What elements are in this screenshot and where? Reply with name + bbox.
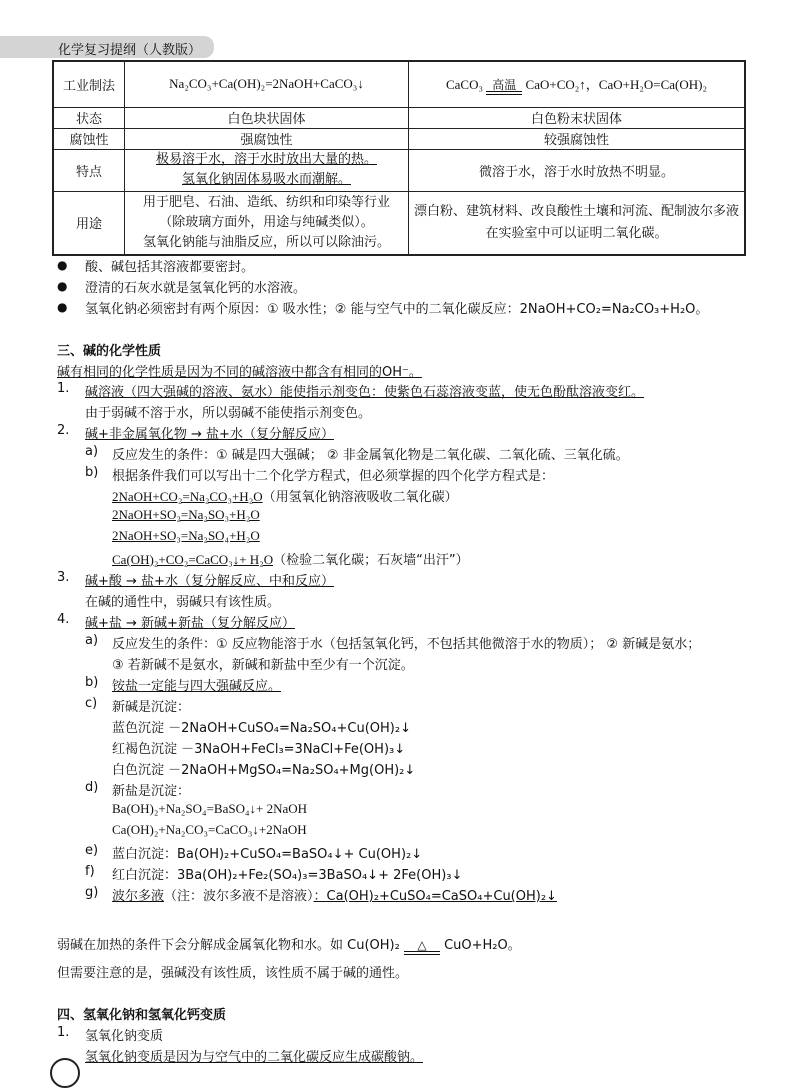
section-title: 三、碱的化学性质 [57,344,162,359]
item-text: 氢氧化钠变质是因为与空气中的二氧化碳反应生成碳酸钠。 [85,1050,424,1065]
page-header-tab [0,36,214,58]
sub-label: e) [85,843,99,858]
bullet-text: 氢氧化钠必须密封有两个原因：① 吸水性；② 能与空气中的二氧化碳反应：2NaOH+CO₂=Na₂CO₃+H₂O。 [85,302,709,317]
table-cell: 强腐蚀性 [125,128,409,149]
item-text: 铵盐一定能与四大强碱反应。 [112,679,282,694]
page-number-badge [50,1058,80,1088]
table-cell: 白色粉末状固体 [409,107,746,128]
text-part: （注：波尔多液不是溶液） [164,889,314,904]
table-cell: 白色块状固体 [125,107,409,128]
item-text: 新盐是沉淀： [112,784,191,799]
table-row [53,149,745,191]
sub-label: b) [85,675,99,690]
row-label: 工业制法 [53,61,125,107]
item-text: 碱+非金属氧化物 → 盐+水（复分解反应） [85,427,334,442]
text-part: CuO+H₂O。 [444,938,521,953]
item-text: 反应发生的条件：① 反应物能溶于水（包括氢氧化钙，不包括其他微溶于水的物质）； ② 新碱是氨水； [112,637,701,652]
table-row [53,61,745,107]
paragraph: 但需要注意的是，强碱没有该性质，该性质不属于碱的通性。 [57,966,409,981]
cell-line: 氢氧化钠能与油脂反应，所以可以除油污。 [142,234,390,250]
item-number: 1. [57,381,70,396]
item-text: 新碱是沉淀： [112,700,191,715]
table-cell [409,191,746,255]
cell-line: 漂白粉、建筑材料、改良酸性土壤和河流、配制波尔多液 [413,203,739,219]
equation-note: （检验二氧化碳；石灰墙“出汗”） [273,553,469,568]
table-cell [125,149,409,191]
item-text: 碱溶液（四大强碱的溶液、氨水）能使指示剂变色：使紫色石蕊溶液变蓝，使无色酚酞溶液变红。 [85,385,645,400]
item-text [112,885,557,904]
row-label: 腐蚀性 [53,128,125,149]
row-label: 用途 [53,191,125,255]
bullet-text: 澄清的石灰水就是氢氧化钙的水溶液。 [85,281,307,296]
table-row [53,107,745,128]
equation: Ba(OH)₂+Na₂SO₄=BaSO₄↓+ 2NaOH [112,801,308,816]
item-text: 红白沉淀：3Ba(OH)₂+Fe₂(SO₄)₃=3BaSO₄↓+ 2Fe(OH)₃↓ [112,868,463,883]
item-number: 4. [57,612,70,627]
item-text: 碱+酸 → 盐+水（复分解反应、中和反应） [85,574,334,589]
table-cell [125,191,409,255]
equation: 红褐色沉淀 －3NaOH+FeCl₃=3NaCl+Fe(OH)₃↓ [112,742,406,757]
paragraph [57,934,521,955]
cell-line: 氢氧化钠固体易吸水而潮解。 [181,172,351,187]
equation: 2NaOH+SO₃=Na₂SO₄+H₂O [112,528,260,543]
bullet-icon: ● [57,279,68,293]
sub-label: g) [85,885,99,900]
item-text: 蓝白沉淀：Ba(OH)₂+CuSO₄=BaSO₄↓+ Cu(OH)₂↓ [112,847,423,862]
table-cell: Na₂CO₃+Ca(OH)₂=2NaOH+CaCO₃↓ [125,61,409,107]
equation: 2NaOH+CO₂=Na₂CO₃+H₂O [112,489,263,504]
condition-label: △ [417,938,427,952]
bullet-text: 酸、碱包括其溶液都要密封。 [85,260,255,275]
text-part: 波尔多液 [112,889,165,904]
row-label: 状态 [53,107,125,128]
cell-line: （除玻璃方面外，用途与纯碱类似）。 [159,214,374,230]
table-cell [409,61,746,107]
formula-text: CaCO₃ [445,76,484,92]
text-part: ：Ca(OH)₂+CuSO₄=CaSO₄+Cu(OH)₂↓ [313,889,557,904]
item-text: ③ 若新碱不是氨水，新碱和新盐中至少有一个沉淀。 [112,658,414,673]
equation: Ca(OH)₂+CO₂=CaCO₃↓+ H₂O [112,552,274,567]
sub-label: b) [85,465,99,480]
equation-line [112,486,458,505]
section-intro: 碱有相同的化学性质是因为不同的碱溶液中都含有相同的OH⁻。 [57,365,422,380]
item-number: 1. [57,1025,70,1040]
condition-arrow [486,79,522,95]
cell-line: 在实验室中可以证明二氧化碳。 [485,225,668,241]
bullet-icon: ● [57,300,68,314]
cell-line: 用于肥皂、石油、造纸、纺织和印染等行业 [142,194,390,210]
page-header-title: 化学复习提纲（人教版） [58,43,202,58]
equation: Ca(OH)₂+Na₂CO₃=CaCO₃↓+2NaOH [112,822,307,837]
formula-text: CaO+CO₂↑，CaO+H₂O=Ca(OH)₂ [525,76,707,92]
sub-label: d) [85,780,99,795]
table-row [53,191,745,255]
sub-label: c) [85,696,98,711]
condition-label: 高温 [492,77,517,92]
equation: 2NaOH+SO₂=Na₂SO₃+H₂O [112,507,260,522]
item-number: 2. [57,423,70,438]
table-cell: 较强腐蚀性 [409,128,746,149]
table-cell: 微溶于水，溶于水时放热不明显。 [409,149,746,191]
cell-line: 极易溶于水，溶于水时放出大量的热。 [155,152,377,167]
equation: 白色沉淀 －2NaOH+MgSO₄=Na₂SO₄+Mg(OH)₂↓ [112,763,416,778]
condition-arrow [404,939,440,955]
item-text: 在碱的通性中，弱碱只有该性质。 [85,595,281,610]
sub-label: f) [85,864,95,879]
sub-label: a) [85,633,99,648]
item-text: 碱+盐 → 新碱+新盐（复分解反应） [85,616,295,631]
equation: 蓝色沉淀 －2NaOH+CuSO₄=Na₂SO₄+Cu(OH)₂↓ [112,721,411,736]
table-row [53,128,745,149]
item-text: 根据条件我们可以写出十二个化学方程式，但必须掌握的四个化学方程式是： [112,469,555,484]
bullet-icon: ● [57,258,68,272]
item-text: 氢氧化钠变质 [85,1029,164,1044]
text-part: 弱碱在加热的条件下会分解成金属氧化物和水。如 Cu(OH)₂ [57,938,400,953]
comparison-table [52,60,746,256]
item-text: 反应发生的条件：① 碱是四大强碱； ② 非金属氧化物是二氧化碳、二氧化硫、三氧化硫。 [112,448,629,463]
row-label: 特点 [53,149,125,191]
equation-line [112,549,469,568]
item-text: 由于弱碱不溶于水，所以弱碱不能使指示剂变色。 [85,406,372,421]
equation-note: （用氢氧化钠溶液吸收二氧化碳） [262,490,458,505]
section-title: 四、氢氧化钠和氢氧化钙变质 [57,1008,227,1023]
sub-label: a) [85,444,99,459]
item-number: 3. [57,570,70,585]
